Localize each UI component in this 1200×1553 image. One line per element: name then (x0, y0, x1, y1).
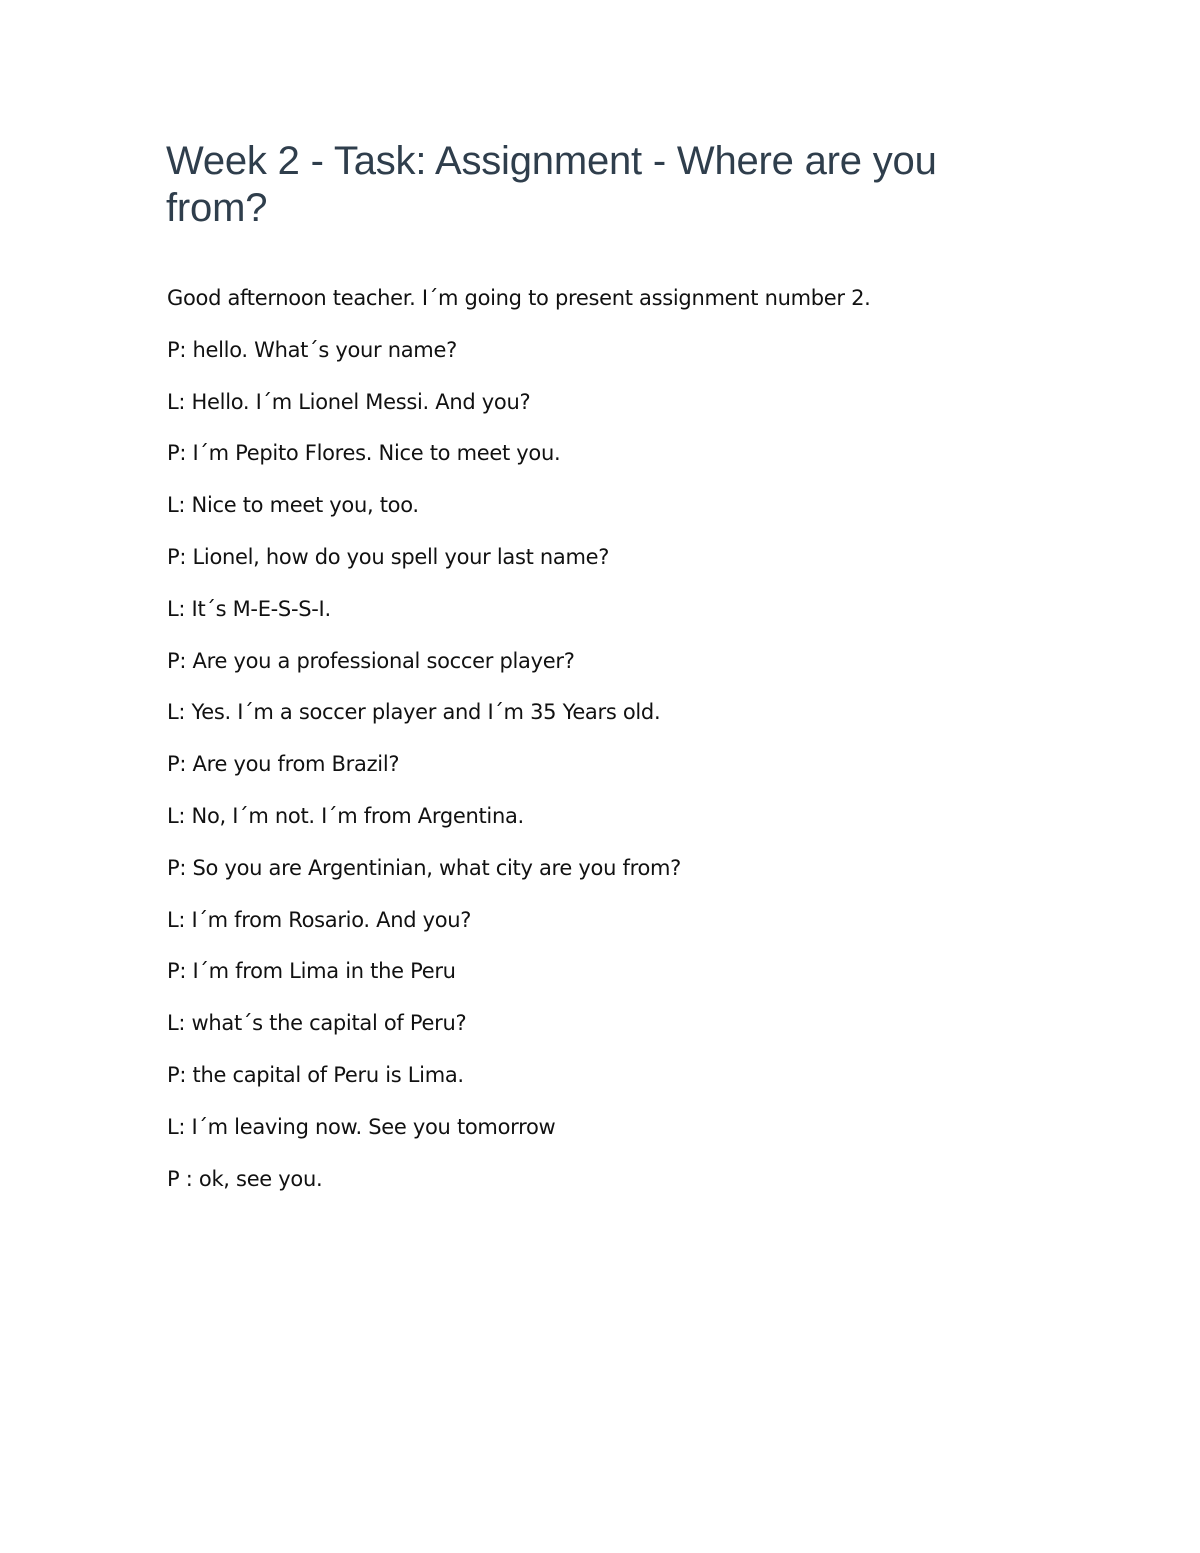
dialogue-line: L: It´s M-E-S-S-I. (167, 596, 331, 621)
dialogue-line: L: Hello. I´m Lionel Messi. And you? (167, 389, 531, 414)
dialogue-line: L: I´m from Rosario. And you? (167, 907, 472, 932)
dialogue-line: P: the capital of Peru is Lima. (167, 1062, 464, 1087)
dialogue-line: P: Are you a professional soccer player? (167, 648, 575, 673)
dialogue-line: L: Yes. I´m a soccer player and I´m 35 Years old. (167, 700, 661, 725)
page-title: Week 2 - Task: Assignment - Where are you from? (166, 139, 937, 230)
intro-line: Good afternoon teacher. I´m going to present assignment number 2. (167, 286, 871, 310)
dialogue-line: P: Are you from Brazil? (167, 752, 400, 777)
dialogue-line: P : ok, see you. (167, 1166, 323, 1191)
dialogue-line: L: I´m leaving now. See you tomorrow (167, 1114, 556, 1139)
dialogue-line: P: hello. What´s your name? (167, 337, 457, 362)
dialogue-line: L: No, I´m not. I´m from Argentina. (167, 803, 524, 828)
dialogue-lines (167, 283, 1067, 1215)
dialogue-line: P: Lionel, how do you spell your last name? (167, 544, 610, 569)
dialogue-line: P: I´m Pepito Flores. Nice to meet you. (167, 441, 561, 466)
dialogue-line: P: So you are Argentinian, what city are you from? (167, 855, 681, 880)
dialogue-line: P: I´m from Lima in the Peru (167, 959, 456, 984)
dialogue-line: L: Nice to meet you, too. (167, 493, 419, 518)
dialogue-line: L: what´s the capital of Peru? (167, 1011, 467, 1036)
